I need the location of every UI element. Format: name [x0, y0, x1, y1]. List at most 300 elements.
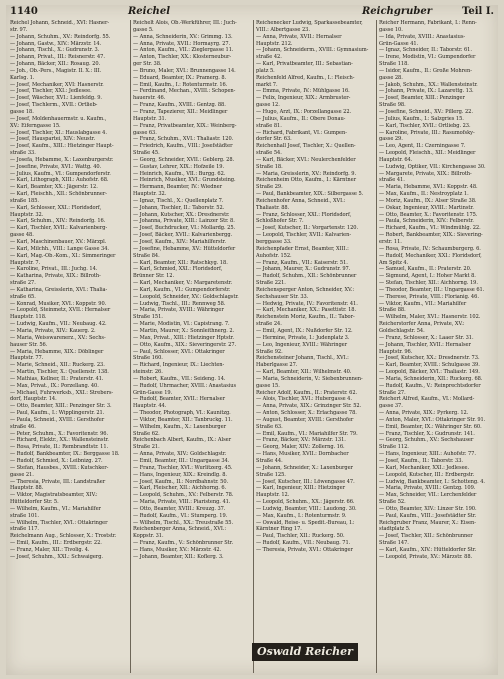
directory-entry-line: Reichenberger Anna, Schneid., XVI.:: [133, 526, 227, 533]
directory-entry-line: — Ludwig, Bankbeamter, I.: Schotteng. 4.: [379, 478, 485, 485]
directory-entry-line: str. 97.: [10, 26, 28, 33]
directory-entry-line: — Maria, Private, XIV.: Kauerg. 2.: [10, 327, 96, 334]
directory-entry-line: — Paula, Schneid., XVIII.: Gersthofer: [10, 416, 105, 423]
directory-entry-line: Straße 52.: [379, 499, 406, 506]
directory-entry-line: — Maria, Schneiderin, V.: Siebenbrunnen-: [256, 375, 363, 382]
directory-entry-line: — Heinrich, Musiker, XVI.: Grundsteing.: [133, 177, 236, 184]
directory-entry-line: Goldschlagstr. 54.: [379, 327, 425, 334]
directory-entry-line: — Leopold, Fleischh., XII.: Meidlinger: [379, 150, 476, 157]
directory-entry-line: Koppstr. 31.: [133, 533, 164, 540]
directory-entry-line: Reichert Alfred, Kaufm., VI.: Mollard-: [379, 396, 475, 403]
directory-entry-line: — Hugo, Arzt, IX.: Porzellangasse 22.: [256, 108, 352, 115]
directory-entry-line: — Richard, Ingenieur, IX.: Liechten-: [133, 362, 225, 369]
directory-entry-line: — Karl, Mag.-Ob.-Kom., XI.: Simmeringer: [10, 252, 116, 259]
page-number: 1140: [10, 6, 38, 17]
directory-entry-line: — Julius, Kaufm., VI.: Gumpendorferstr.: [10, 170, 111, 177]
directory-entry-line: — Franz, Kaufm., XVIII.: Gentzg. 88.: [133, 102, 226, 109]
directory-entry-line: — Maria, Private, XVIII.: Währinger: [133, 307, 224, 314]
directory-entry-line: — Karl, Schuhm., XIV.: Reindorfg. 16.: [10, 218, 106, 225]
directory-entry-line: — Georg, Schuhm., XV.: Sechshauser: [379, 437, 474, 444]
directory-entry-line: — Theresia, Private, XVI.: Ottakringer: [256, 546, 353, 553]
directory-entry-line: — Oskar, Ingenieur, XVIII.: Martinstr.: [379, 204, 474, 211]
directory-entry-line: — Ludwig, Beamter, VIII.: Laudong. 30.: [256, 505, 357, 512]
directory-entry-line: — Franz, Tischler, XVI.: Wurlitzerg. 45.: [133, 464, 233, 471]
directory-entry-line: Sechshauser Str. 33.: [256, 293, 309, 300]
directory-entry-line: — Josefine, Private, XVI.: Wattg. 40.: [10, 163, 102, 170]
directory-entry-line: — Ida, Private, XVIII.: Anastasius-: [379, 33, 466, 40]
directory-entry-line: — Ludwig, Tischl., III.: Rennweg 58.: [133, 300, 226, 307]
directory-entry-line: Hauptstr. 44.: [133, 403, 167, 410]
directory-entry-line: — Rosa, Private, II.: Rembrandtstr. 11.: [10, 444, 109, 451]
directory-entry-line: gasse 48.: [10, 232, 34, 239]
directory-entry-line: — Karl, Schmied, XXI.: Floridsdorf,: [133, 266, 223, 273]
directory-entry-line: markt 7.: [256, 81, 278, 88]
directory-entry-line: — Karl, Mechaniker, XX.: Pasettistr. 18.: [256, 307, 357, 314]
directory-entry-line: gasse 12.: [256, 102, 280, 109]
directory-entry-line: — Konrad, Musiker, XVI.: Koppstr. 90.: [10, 300, 107, 307]
directory-entry-line: — Ludwig, Optiker, VII.: Kirchengasse 30.: [379, 163, 486, 170]
part-label: Teil I.: [462, 6, 494, 17]
directory-entry-line: — Johann, Tischl., X.: Gudrunstr. 3.: [10, 47, 100, 54]
directory-entry-line: — Leopold, Tischler, XVII.: Kalvarien-: [256, 232, 352, 239]
directory-entry-line: — Josef, Kaufm., II.: Taborstr. 33.: [379, 458, 463, 464]
directory-entry-line: — Johann, Tischler, XVII.: Hernalser: [379, 341, 471, 348]
directory-entry-line: Straße 45.: [133, 150, 160, 157]
directory-entry-line: — Karl, Schlosser, XXI.: Floridsdorf,: [10, 204, 102, 211]
directory-entry-line: straße 54.: [256, 150, 282, 157]
directory-entry-line: — Friedrich, Kaufm., VIII.: Josefstädter: [133, 143, 233, 150]
directory-entry-line: — Julius, Kaufm., I.: Salzgries 15.: [379, 115, 464, 122]
directory-entry-line: Straße 63.: [256, 423, 283, 430]
directory-entry-line: hauser Str. 56.: [10, 341, 48, 348]
directory-entry-line: Straße 27.: [379, 389, 406, 396]
directory-entry-line: Reichenhofer Anna, Schneid., XVI.:: [256, 197, 346, 204]
directory-entry-line: — Rudolf, Kaufm., V.: Reinprechtsdorfer: [379, 382, 481, 389]
directory-entry-line: — Franz, Schlosser, XXI.: Floridsdorf,: [256, 211, 352, 218]
directory-entry-line: — August, Beamter, XVIII.: Gersthofer: [256, 416, 354, 423]
directory-entry-line: Hauptstr. 77.: [10, 355, 44, 362]
directory-entry-line: — Karl, Kaufm., XIV.: Hütteldorfer Str.: [379, 546, 477, 553]
directory-entry-line: Straße 44.: [256, 458, 283, 464]
directory-entry-line: — Anna, Private, XIX.: Pyrkerg. 12.: [379, 410, 469, 417]
directory-entry-line: Reichenecker Ludwig, Sparkassebeamter,: [256, 20, 363, 26]
directory-entry-line: — Josef, Kutscher, II.: Vorgartenstr. 120.: [256, 225, 359, 232]
directory-entry-line: Auhofstr. 152.: [256, 252, 292, 259]
directory-entry-line: — Margarete, Private, XIX.: Billroth-: [379, 170, 472, 177]
directory-entry-line: Reichensperger Anton, Schneider, XV.:: [256, 286, 354, 293]
directory-entry-line: gasse 18.: [10, 108, 34, 115]
directory-entry-line: Reichenfeld Alfred, Kaufm., I.: Fleisch-: [256, 74, 355, 81]
directory-entry-line: — Leopold, Private, XV.: Märzstr. 88.: [379, 553, 473, 560]
directory-entry-line: — Johann, Maurer, X.: Gudrunstr. 97.: [256, 266, 351, 273]
directory-entry-line: straße 42.: [256, 54, 282, 61]
directory-entry-line: — Ludwig, Kaufm., VII.: Neubaug. 42.: [10, 321, 107, 328]
directory-entry-line: — Mathias, Kellner, II.: Praterstr. 41.: [10, 375, 104, 382]
directory-entry-line: — Karl, Mechaniker, V.: Margaretenstr.: [133, 280, 233, 287]
directory-entry-line: — Emil, Agent, IX.: Nußdorfer Str. 12.: [256, 327, 353, 334]
directory-entry-line: — Josef, Kaufm., XIV.: Mariahilferstr.: [133, 239, 226, 245]
directory-entry-line: Reicherstorfer Anna, Private, XV.:: [379, 321, 465, 328]
directory-entry-line: — Martin, Tischler, X.: Quellenstr. 138.: [10, 369, 109, 376]
directory-entry-line: Reichenstein Moriz, Kaufm., II.: Tabor-: [256, 314, 355, 321]
directory-entry-line: Reichenbach Albert, Kaufm., IX.: Alser: [133, 437, 232, 444]
directory-entry-line: — Emil, Kaufm., I.: Rotenturmstr. 16.: [133, 81, 228, 88]
directory-entry-line: — Leopold, Kutscher, III.: Erdbergstr.: [379, 471, 475, 478]
directory-entry-line: — Wilhelm, Kaufm., X.: Laxenburger: [133, 423, 226, 430]
directory-entry-line: — Max, Kaufm., I.: Rotenturmstr. 9.: [256, 512, 347, 519]
directory-entry-line: Straße 92.: [256, 348, 283, 355]
directory-entry-line: — Leo, Ingenieur, XVIII.: Währinger: [256, 341, 348, 348]
directory-entry-line: — Robert, Bankbeamter, XIX.: Sievering-: [379, 232, 483, 239]
directory-entry-line: — Theodor, Photograph, VI.: Kaunitzg.: [133, 410, 231, 417]
directory-entry-line: straße 81.: [256, 122, 282, 129]
directory-entry-line: Reichelmann Aug., Schlosser, X.: Troststr.: [10, 533, 117, 540]
directory-entry-line: Straße 98.: [379, 102, 406, 109]
directory-entry-line: Hauptstr. 32.: [133, 191, 167, 198]
directory-entry-line: — Hans, Ingenieur, XIX.: Kreindlg. 8.: [133, 471, 227, 478]
directory-entry-line: Straße 84.: [133, 252, 160, 259]
directory-entry-line: — Franz, Kaufm., V.: Schönbrunner Str.: [133, 540, 234, 547]
directory-entry-line: — Paul, Bankbeamter, XIX.: Silbergasse 5.: [256, 191, 364, 198]
directory-entry-line: — Wilhelm, Tischl., XX.: Treustraße 55.: [133, 519, 234, 526]
directory-entry-line: — Rudolf, Beamter, XVII.: Hernalser: [133, 396, 225, 403]
directory-entry-line: — Karl, Milchh., VIII.: Lange Gasse 34.: [10, 245, 109, 252]
directory-entry-line: — Karl, Lithograph, XIII.: Auhofstr. 68.: [10, 177, 109, 184]
directory-entry-line: — Josef, Wäscher, XVI.: Lienfeldg. 9.: [10, 95, 102, 102]
directory-entry-line: — Karl, Tischler, XVII.: Kalvarienberg-: [10, 225, 108, 232]
directory-entry-line: — Anna, Private, XVII.: Hernalser: [256, 33, 342, 40]
directory-entry-line: Straße 151.: [133, 314, 163, 321]
directory-entry-line: — Johann, Schuhm., XV.: Reindorfg. 55.: [10, 33, 111, 40]
directory-entry-line: — Karl, Fleischer, XII.: Aichhorng. 6.: [133, 485, 227, 492]
directory-entry-line: — Theodor, Beamter, III.: Ungargasse 61.: [379, 286, 485, 293]
directory-entry-line: Schloßhofer Str. 7.: [256, 218, 304, 225]
directory-entry-line: steinstr. 26.: [133, 369, 163, 376]
directory-entry-line: straße 65.: [10, 293, 36, 300]
directory-entry-line: — Josef, Tischler, XII.: Schönbrunner: [379, 533, 473, 540]
directory-entry-line: — Franz, Tischler, X.: Gudrunstr. 141.: [379, 430, 475, 437]
directory-entry-line: Straße 125.: [256, 471, 286, 478]
directory-entry-line: — Franz, Maler, XII.: Tivolig. 4.: [10, 546, 90, 553]
directory-entry-line: gasse 5.: [133, 26, 154, 33]
text-columns: [10, 20, 496, 673]
directory-entry-line: — Karl, Bäcker, XVI.: Neulerchenfelder: [256, 156, 356, 163]
directory-entry-line: — Anna, Private, XVII.: Hormayrg. 27.: [133, 40, 231, 47]
page-header: [10, 5, 494, 19]
directory-entry-line: — Franz, Bäcker, XV.: Märzstr. 131.: [256, 437, 346, 444]
directory-entry-line: — Maria, Weisswarenerz., XV.: Sechs-: [10, 334, 106, 341]
directory-entry-line: — Georg, Schneider, XVII.: Geblerg. 28.: [133, 156, 235, 163]
directory-entry-line: — Otto, Beamter, XVIII.: Kreuzg. 37.: [133, 505, 226, 512]
directory-entry-line: Straße 221.: [256, 280, 286, 287]
directory-entry-line: — Josef, Schuhm., XXI.: Schwaigerg.: [10, 553, 103, 560]
directory-entry-line: — Franz, Tapezierer, XII.: Meidlinger: [133, 108, 228, 115]
directory-entry-line: — Maria, Greisslerin, XV.: Reindorfg. 9.: [256, 170, 357, 177]
directory-entry-line: — Anton, Kaufm., VII.: Zieglergasse 11.: [133, 47, 234, 54]
directory-entry-line: — Josef, Kaufm., II.: Nordbahnstr. 50.: [133, 478, 229, 485]
directory-entry-line: — Sigmund, Agent, I.: Hoher Markt 8.: [379, 273, 476, 280]
directory-entry-line: Hütteldorfer Str. 5.: [10, 499, 59, 506]
directory-entry-line: Reicher Adolf, Kaufm., II.: Praterstr. 62.: [256, 389, 358, 396]
directory-entry-line: — Hermine, Private, I.: Judenplatz 3.: [256, 334, 350, 341]
directory-entry-line: — Hermann, Beamter, IV.: Wiedner: [133, 184, 223, 191]
directory-entry-line: straße 41.: [379, 177, 405, 184]
directory-entry-line: — Max, Privat., IX.: Porzellang. 40.: [10, 382, 99, 389]
directory-entry-line: — Georg, Maler, XIV.: Zollerng. 16.: [256, 444, 345, 451]
directory-entry-line: — Marie, Schneid., XII.: Ruckerg. 23.: [10, 362, 105, 369]
directory-entry-line: Reichelt Alois, Ob.-Werkführer, III.: Juch-: [133, 20, 237, 26]
directory-entry-line: Straße 88.: [379, 307, 406, 314]
directory-entry-line: — Otto, Beamter, XIV.: Linzer Str. 190.: [379, 505, 477, 512]
directory-entry-line: — Karl, Fleischh., XII.: Schönbrunner-: [10, 191, 107, 198]
directory-entry-line: — Therese, Private, VIII.: Florianig. 46.: [379, 293, 479, 300]
directory-entry-line: — Johann, Privat., III.: Reisnerstr. 47.: [10, 54, 105, 61]
directory-entry-line: — Karl, Privatbeamter, III.: Sebastian-: [256, 61, 353, 68]
directory-entry-line: — Hedwig, Private, IV.: Favoritenstr. 41.: [256, 300, 358, 307]
directory-entry-line: — Karl, Beamter, XII.: Wilhelmstr. 40.: [256, 369, 352, 376]
directory-entry-line: Reicher Hermann, Fabrikant, I.: Renn-: [379, 20, 477, 26]
directory-entry-line: dorfer Str. 63.: [256, 136, 292, 143]
directory-entry-line: — Wilhelm, Maler, XVI.: Hasnerstr. 102.: [379, 314, 481, 321]
directory-entry-line: straße 185.: [10, 197, 39, 204]
directory-entry-line: Hauptstr. 31.: [133, 115, 167, 122]
directory-entry-line: — Leopold, Schneider, XV.: Goldschlagstr.: [133, 293, 239, 300]
directory-entry-line: — Viktor, Beamter, XII.: Tanbruckg. 11.: [133, 416, 233, 423]
directory-entry-line: straße 27.: [10, 280, 36, 287]
directory-entry-line: — Emil, Beamter, III.: Ungargasse 34.: [133, 458, 230, 464]
directory-entry-line: straße 33.: [10, 150, 36, 157]
directory-entry-line: — Paul, Kaufm., I.: Wipplingerstr. 21.: [10, 410, 105, 417]
directory-entry-line: straße 117.: [10, 526, 39, 533]
directory-entry-line: Straße 160.: [133, 355, 163, 362]
directory-entry-line: — Rudolf, Schuhm., XII.: Schönbrunner: [256, 273, 357, 280]
directory-entry-line: gasse 37.: [379, 403, 403, 410]
directory-entry-line: Grün-Gasse 41.: [379, 40, 419, 47]
directory-entry-line: — Josefa, Hebamme, X.: Laxenburgerstr.: [10, 156, 114, 163]
directory-entry-line: — Josef, Tischler, XXI.: Jedlesee.: [10, 88, 92, 95]
directory-entry-line: Reichenhall Josef, Tischler, X.: Quellen-: [256, 143, 356, 150]
directory-entry-line: — Ferdinand, Mechan., XVIII.: Schopen-: [133, 88, 236, 95]
directory-entry-line: Hauptstr. 88.: [10, 485, 44, 492]
directory-entry-line: — Stefan, Hausbes., XVIII.: Kutschker-: [10, 464, 109, 471]
directory-entry-line: — Katharina, Private, XIX.: Billroth-: [10, 273, 101, 280]
directory-entry-line: erstr. 11.: [379, 239, 402, 245]
directory-entry-line: — Karl, Kaufm., VI.: Gumpendorferstr.: [133, 286, 231, 293]
directory-entry-line: — Max, Privat., XIII.: Hietzinger Hptstr.: [133, 334, 234, 341]
directory-entry-line: — Maria, Hebamme, XIX.: Döblinger: [10, 348, 104, 355]
directory-entry-line: — Johann, Private, IX.: Lazarettg. 13.: [379, 88, 474, 95]
directory-entry-line: straße 101.: [10, 512, 39, 519]
directory-entry-line: — Anna, Private, XIV.: Goldschlagstr.: [133, 451, 227, 458]
directory-entry-line: — Leopold, Schuhm., XX.: Jägerstr. 66.: [256, 499, 355, 506]
directory-entry-line: — Anton, Schlosser, X.: Erlachgasse 78.: [256, 410, 357, 417]
directory-entry-line: — Johann, Bäcker, XII.: Rosaug. 20.: [10, 61, 101, 68]
column-1: [10, 20, 127, 673]
directory-entry-line: — Hans, Ingenieur, XIII.: Auhofstr. 77.: [379, 451, 476, 458]
directory-entry-line: — Julius, Kaufm., II.: Obere Donau-: [256, 115, 346, 122]
directory-entry-line: — Paul, Kaufm., VIII.: Josefstädter Str.: [379, 512, 477, 519]
directory-entry-line: — Rudolf, Kaufm., VII.: Neubaug. 71.: [256, 540, 351, 547]
directory-entry-line: — Franz, Privatbeamter, XIX.: Weinberg-: [133, 122, 237, 129]
directory-entry-line: Straße 21.: [133, 444, 160, 451]
directory-entry-line: — Karl, Tischler, XVII.: Ortliebg. 23.: [379, 122, 471, 129]
directory-entry-line: — Gustav, Lehrer, XIX.: Hofzeile 19.: [133, 163, 225, 170]
directory-entry-line: — Richard, Fabrikant, VI.: Gumpen-: [256, 129, 347, 136]
directory-entry-line: — Theresia, Private, III.: Landstraßer: [10, 478, 106, 485]
directory-entry-line: — Maria, Schneiderin, XII.: Ruckerg. 68.: [379, 375, 483, 382]
directory-entry-line: gasse 10.: [379, 26, 403, 33]
directory-entry-line: — Viktor, Kaufm., VII.: Mariahilfer: [379, 300, 467, 307]
directory-entry-line: — Eduard, Beamter, IX.: Pramerg. 8.: [133, 74, 227, 81]
column-3: [253, 20, 373, 673]
directory-entry-line: Hauptstr. 32.: [10, 211, 44, 218]
directory-entry-line: — Josef, Kaufm., XIII.: Hietzinger Haupt-: [10, 143, 114, 150]
directory-entry-line: Reichensteiner Johann, Tischl., XVI.:: [256, 355, 349, 362]
directory-entry-line: — Wilhelm, Tischler, XVI.: Ottakringer: [10, 519, 108, 526]
directory-entry-line: — Marie, Modistin, VI.: Capistrang. 7.: [133, 321, 230, 328]
directory-entry-line: Kärntner Ring 17.: [256, 526, 302, 533]
directory-entry-line: Straße 29.: [256, 184, 283, 191]
directory-entry-line: — Emil, Kaufm., VI.: Mariahilfer Str. 79.: [256, 430, 358, 437]
directory-entry-line: — Michael, Fuhrwerksb., XXI.: Strebers-: [10, 389, 114, 396]
directory-entry-line: gasse 15.: [256, 382, 280, 389]
directory-entry-line: Karlsg. 1.: [10, 74, 35, 81]
directory-entry-line: — Franz, Kaufm., VII.: Kaiserstr. 51.: [256, 259, 348, 266]
directory-entry-line: Thaliastr. 88.: [256, 204, 290, 211]
directory-entry-line: — Moriz, Kaufm., IX.: Alser Straße 38.: [379, 197, 477, 204]
column-2: [130, 20, 250, 673]
directory-entry-line: Am Spitz 4.: [379, 259, 409, 266]
directory-entry-line: — Rudolf, Bankbeamter, IX.: Berggasse 18.: [10, 451, 120, 458]
directory-entry-line: — Alois, Tischler, XVI.: Hubergasse 4.: [256, 396, 352, 403]
directory-entry-line: — Leopold, Schuhm., XV.: Felberstr. 78.: [133, 492, 234, 499]
directory-entry-line: Brünner Str. 12.: [133, 273, 175, 280]
directory-entry-line: gasse 21.: [10, 471, 34, 478]
directory-entry-line: — Peter, Schuhm., X.: Favoritenstr. 96.: [10, 430, 109, 437]
directory-entry-line: dorf, Hauptstr. 14.: [10, 396, 57, 403]
directory-entry-line: — Anna, Schneiderin, XV.: Grimmg. 13.: [133, 33, 233, 40]
directory-entry-line: — Karoline, Privat., III.: Juchg. 14.: [10, 266, 98, 273]
directory-entry-line: — Franz, Schlosser, X.: Laaer Str. 31.: [379, 334, 474, 341]
column-4: [376, 20, 496, 673]
directory-entry-line: Straße 112.: [379, 444, 409, 451]
directory-entry-line: — Leopold, Steinmetz, XVII.: Hernalser: [10, 307, 111, 314]
directory-entry-line: — Franz, Schuhm., XVI.: Thaliastr. 120.: [133, 136, 234, 143]
directory-entry-line: Hauptstr. 64.: [379, 156, 413, 163]
directory-entry-line: — Emil, Beamter, IX.: Währinger Str. 60.: [379, 423, 482, 430]
directory-entry-line: gasse 29.: [379, 136, 403, 143]
directory-entry-line: — Maria, Hebamme, XVI.: Koppstr. 48.: [379, 184, 478, 191]
directory-entry-line: — Oswald, Reise- u. Spedit.-Bureau, I.:: [256, 519, 355, 526]
directory-entry-line: — Johann, Schneiderm., XVIII.: Gymnasium-: [256, 47, 369, 54]
directory-entry-line: Straße 62.: [133, 430, 160, 437]
directory-entry-line: — Leopold, Bäcker, XVI.: Thaliastr. 149.: [379, 369, 480, 376]
directory-entry-line: — Paul, Schlosser, XVI.: Ottakringer: [133, 348, 225, 355]
directory-entry-line: — Karl, Mechaniker, XXI.: Jedlesee.: [379, 464, 470, 471]
directory-entry-line: Reichenpfader Ernst, Beamter, XIII.:: [256, 245, 349, 252]
directory-entry-line: — Felix, Ingenieur, XIX.: Armbruster-: [256, 95, 351, 102]
directory-entry-line: — Richard, Elektr., XX.: Wallensteinstr.: [10, 437, 109, 444]
directory-entry-line: berggasse 33.: [256, 239, 292, 245]
directory-entry-line: — Karl, Beamter, XX.: Jägerstr. 12.: [10, 184, 98, 191]
directory-entry-line: — Josef, Kutscher, XX.: Dresdnerstr. 73.: [379, 355, 480, 362]
directory-entry-line: — Josefine, Schneid., XV.: Pillerg. 22.: [379, 108, 473, 115]
directory-entry-line: — Karl, Ingenieur, XIII.: Hietzinger: [256, 485, 345, 492]
directory-entry-line: — Karoline, Private, III.: Rasumofsky-: [379, 129, 475, 136]
directory-entry-line: — Josefine, Hebamme, XV.: Hütteldorfer: [133, 245, 236, 252]
directory-entry-line: — Josef, Tischlerm., XVII.: Ortlieb-: [10, 102, 98, 109]
directory-entry-line: — Anna, Private, XIX.: Grinzinger Str. 52.: [256, 403, 362, 410]
directory-entry-line: Grün-Gasse 19.: [133, 389, 173, 396]
directory-entry-line: — Wilhelm, Kaufm., VI.: Mariahilfer: [10, 505, 101, 512]
directory-entry-line: — Paula, Schneiderin, XIV.: Felberstr.: [379, 218, 474, 225]
directory-entry-line: — Katharina, Greisslerin, XVI.: Thalia-: [10, 286, 108, 293]
directory-entry-line: — Ignaz, Schneider, II.: Taborstr. 61.: [379, 47, 472, 54]
directory-entry-line: — Robert, Kaufm., VII.: Seideng. 14.: [133, 375, 226, 382]
directory-entry-line: — Josef, Hauspartei, XIV.: Neustr.: [10, 136, 96, 143]
directory-entry-line: — Stefan, Tischler, XII.: Aichhorng. 19.: [379, 280, 478, 287]
directory-entry-line: — Johann, Schneider, X.: Laxenburger: [256, 464, 353, 471]
directory-entry-line: — Rosa, Private, IV.: Schaumburgerg. 6.: [379, 245, 481, 252]
directory-entry-line: — Leo, Agent, II.: Czerningasse 7.: [379, 143, 466, 150]
directory-entry-line: — Karl, Beamter, XII.: Ratschkyg. 18.: [133, 259, 228, 266]
directory-entry-line: — Josef, Bäcker, XVII.: Kalvarienbergg.: [133, 232, 233, 239]
directory-entry-line: — Rudolf, Uhrmacher, XVIII.: Anastasius: [133, 382, 237, 389]
directory-entry-line: stadtplatz 5.: [379, 526, 411, 533]
directory-entry-line: hauerstr. 46.: [133, 95, 166, 102]
directory-entry-line: — Joh., Ob.-Pers., Magistr. II. X.: III.: [10, 67, 102, 74]
directory-entry-line: — Paul, Tischler, XII.: Ruckerg. 50.: [256, 533, 345, 540]
directory-entry-line: Straße 118.: [379, 61, 409, 68]
directory-entry-line: gasse 63.: [133, 129, 157, 136]
directory-entry-line: straße 46.: [10, 423, 36, 430]
directory-entry-line: — Irene, Modistin, VI.: Gumpendorfer: [379, 54, 476, 61]
directory-entry-line: Hauptstr. 96.: [379, 348, 413, 355]
directory-entry-line: — Johann, Kutscher, XX.: Dresdnerstr.: [133, 211, 230, 218]
directory-entry-line: — Otto, Beamter, X.: Favoritenstr. 175.: [379, 211, 478, 218]
left-running-head: Reichel: [128, 6, 170, 17]
directory-entry-line: — Josef, Buchdrucker, VI.: Mollardg. 25.: [133, 225, 236, 232]
directory-entry-line: — Ignaz, Tischl., X.: Quellenplatz 7.: [133, 197, 224, 204]
directory-entry-line: — Josef, Moldenhauermstr. u. Kaufm.,: [10, 115, 107, 122]
directory-entry-line: — Max, Schneider, VII.: Lerchenfelder: [379, 492, 477, 499]
directory-entry-line: — Isidor, Kaufm., II.: Große Mohren-: [379, 67, 472, 74]
directory-page: [6, 5, 498, 675]
directory-entry-line: — Emil, Kaufm., III.: Erdbergstr. 22.: [10, 540, 102, 547]
directory-entry-line: — Rudolf, Mechaniker, XXI.: Floridsdorf,: [379, 252, 482, 259]
directory-entry-line: Straße 18.: [256, 163, 283, 170]
directory-entry-line: Haberlgasse 27.: [256, 362, 298, 369]
directory-entry-line: Reichgruber Franz, Maurer, X.: Eisen-: [379, 519, 476, 526]
directory-entry-line: — Josef, Kutscher, III.: Löwengasse 47.: [256, 478, 355, 485]
directory-entry-line: — Heinrich, Kaufm., VII.: Burgg. 62.: [133, 170, 226, 177]
directory-entry-line: — Rudolf, Schmied, X.: Leibnizg. 27.: [10, 458, 103, 464]
directory-entry-line: — Viktor, Magistratsbeamter, XIV.:: [10, 492, 98, 499]
directory-entry-line: — Josef, Tischler, XI.: Hauslabgasse 4.: [10, 129, 107, 136]
directory-entry-line: — Johann, Gastw., XIV.: Märzstr. 14.: [10, 40, 102, 47]
directory-entry-line: — Karl, Beamter, XVIII.: Schulgasse 39.: [379, 362, 480, 369]
directory-entry-line: Straße 147.: [379, 540, 409, 547]
directory-entry-line: — Anton, Tischler, XX.: Klosterneubur-: [133, 54, 232, 61]
directory-entry-line: — Rudolf, Kaufm., VI.: Stumperg. 19.: [133, 512, 228, 519]
directory-entry-line: — Josef, Beamter, XIII.: Penzinger: [379, 95, 465, 102]
directory-entry-line: — Johanna, Private, XIII.: Lainzer Str. 8.: [133, 218, 235, 225]
right-running-head: Reichgruber: [362, 6, 432, 17]
directory-entry-line: platz 5.: [256, 67, 275, 74]
directory-entry-line: — Bruno, Maler, XVI.: Brunnengasse 14.: [133, 67, 236, 74]
directory-entry-line: — Anton, Maler, XVI.: Ottakringer Str. 91.: [379, 416, 486, 423]
directory-entry-line: Hauptstr. 212.: [256, 40, 293, 47]
